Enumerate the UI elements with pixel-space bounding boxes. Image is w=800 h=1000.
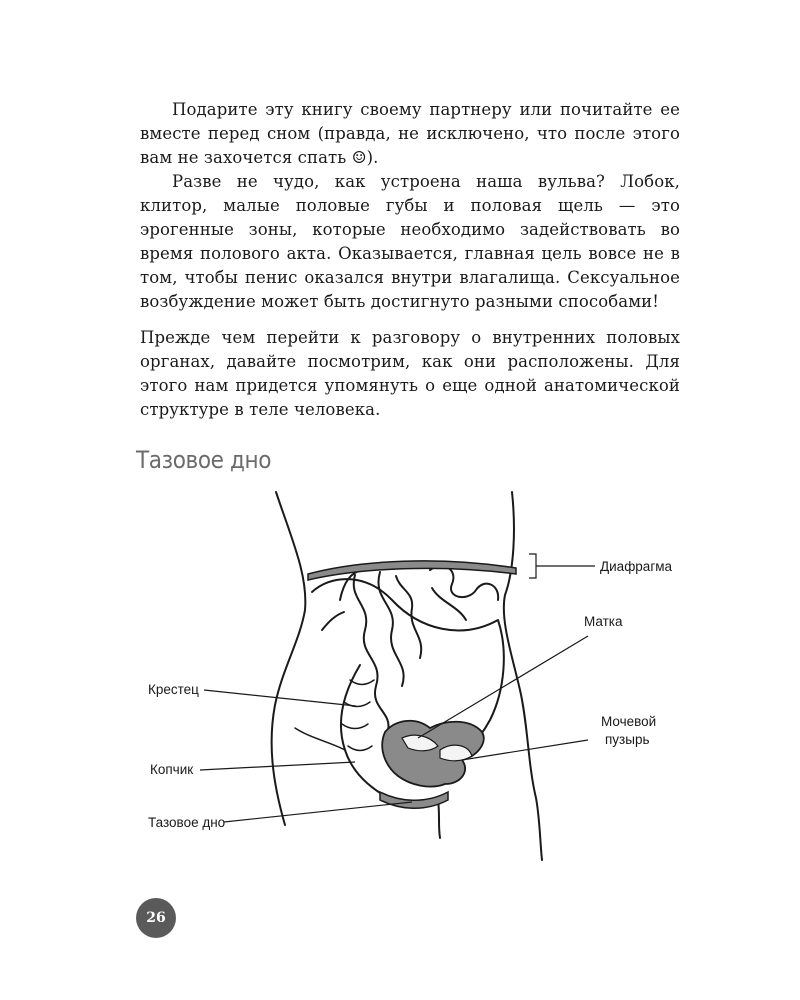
label-coccyx: Копчик (150, 762, 194, 777)
diaphragm-bracket (529, 554, 536, 578)
diaphragm-band (308, 561, 516, 580)
label-pelvic-floor: Тазовое дно (148, 815, 226, 830)
label-diaphragm: Диафрагма (600, 559, 673, 574)
coccyx-leader (200, 762, 355, 770)
label-bladder-line1: Мочевой (601, 714, 657, 729)
paragraph: Подарите эту книгу своему партнеру или почитайте ее вместе перед сном (правда, не исключено, что после этого вам не захочется спать ☺). (140, 100, 680, 167)
body-outline-left (272, 492, 306, 825)
anatomy-illustration (0, 480, 800, 870)
pelvic-floor-figure (0, 480, 800, 870)
page-number-badge (136, 898, 176, 938)
sacrum-leader (204, 690, 356, 706)
pelvic-floor-leader (224, 802, 412, 822)
body-outline-right (504, 492, 542, 860)
label-uterus: Матка (584, 614, 623, 629)
section-title: Тазовое дно (136, 446, 272, 474)
paragraph: Прежде чем перейти к разговору о внутренних половых органах, давайте посмотрим, как они расположены. Для этого нам придется упомянуть о еще одной анатомической структуре в теле человека. (140, 328, 680, 419)
label-sacrum: Крестец (148, 682, 199, 697)
label-bladder-line2: пузырь (605, 732, 650, 747)
text-block-top (140, 98, 680, 314)
paragraph: Разве не чудо, как устроена наша вульва? Лобок, клитор, малые половые губы и половая щель — это эрогенные зоны, которые необходимо задействовать во время полового акта. Оказывается, главная цель вовсе не в том, чтобы пенис оказался внутри влагалища. Сексуальное возбуждение может быть достигнуто разными способами! (140, 172, 680, 311)
hip-line (295, 728, 345, 750)
page-number: 26 (146, 910, 166, 926)
text-block-bottom (140, 326, 680, 422)
thigh-line (438, 800, 440, 838)
